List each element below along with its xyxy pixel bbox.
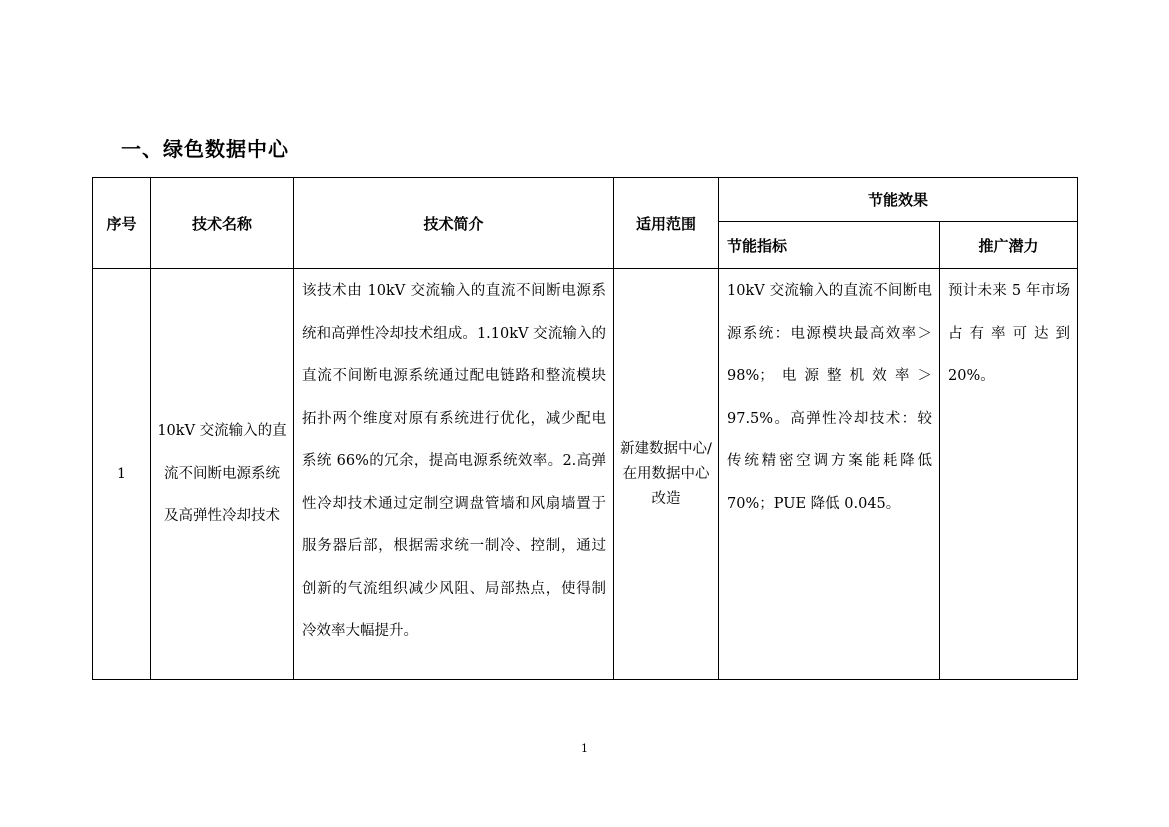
cell-name (151, 269, 294, 680)
row-indicator: 10kV 交流输入的直流不间断电源系统：电源模块最高效率＞98%；电源整机效率＞97.5%。高弹性冷却技术：较传统精密空调方案能耗降低 70%；PUE 降低 0.045。 (727, 283, 932, 512)
header-intro: 技术简介 (294, 178, 614, 269)
row-potential: 预计未来 5 年市场占有率可达到 20%。 (948, 283, 1071, 384)
cell-seq (93, 269, 151, 680)
page-number: 1 (581, 742, 588, 755)
cell-potential (940, 269, 1078, 680)
cell-indicator (719, 269, 940, 680)
header-effect: 节能效果 (719, 178, 1078, 222)
cell-intro (294, 269, 614, 680)
header-scope: 适用范围 (614, 178, 719, 269)
technology-table (92, 177, 1078, 680)
cell-scope (614, 269, 719, 680)
header-indicator: 节能指标 (719, 222, 940, 269)
row-name: 10kV 交流输入的直流不间断电源系统及高弹性冷却技术 (157, 423, 287, 525)
row-intro: 该技术由 10kV 交流输入的直流不间断电源系统和高弹性冷却技术组成。1.10kV 交流输入的直流不间断电源系统通过配电链路和整流模块拓扑两个维度对原有系统进行优化，减少配电系统 66%的冗余，提高电源系统效率。2.高弹性冷却技术通过定制空调盘管墙和风扇墙置于服务器后部，根据需求统一制冷、控制，通过创新的气流组织减少风阻、局部热点，使得制冷效率大幅提升。 (302, 283, 606, 639)
table-row (93, 269, 1078, 680)
row-seq: 1 (117, 466, 126, 482)
header-seq: 序号 (93, 178, 151, 269)
header-potential: 推广潜力 (940, 222, 1078, 269)
header-name: 技术名称 (151, 178, 294, 269)
table-header-row (93, 178, 1078, 222)
section-title: 一、绿色数据中心 (121, 137, 289, 161)
row-scope: 新建数据中心/在用数据中心改造 (620, 440, 712, 507)
